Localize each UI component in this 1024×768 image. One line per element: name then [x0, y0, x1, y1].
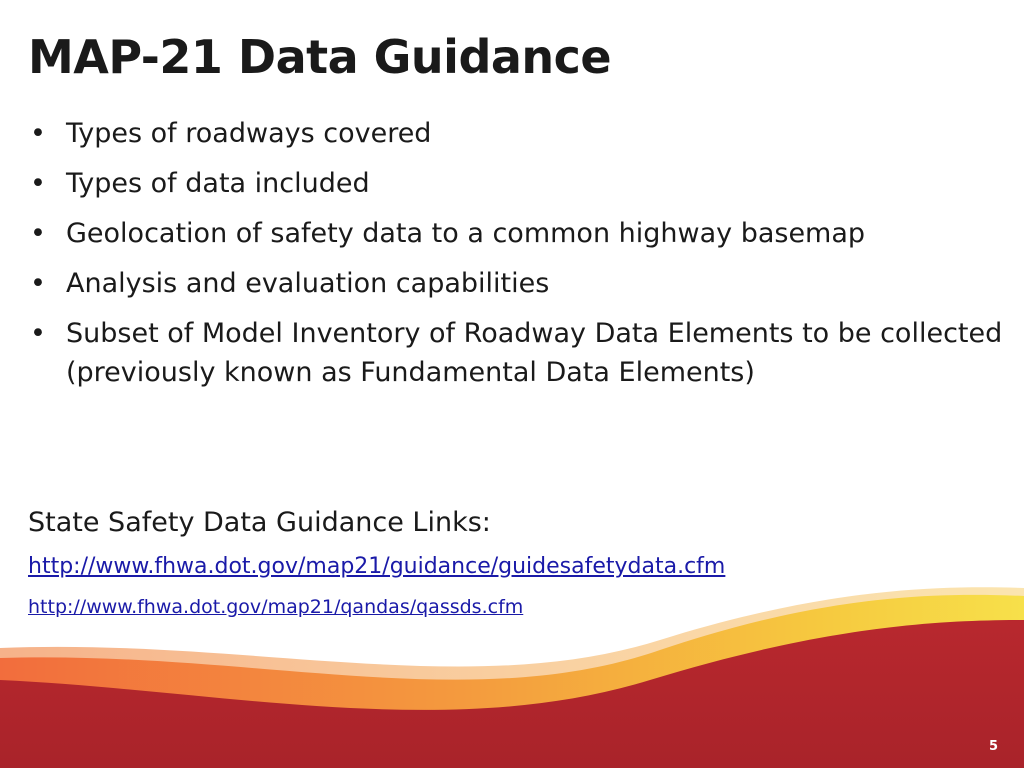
bullet-marker: •	[30, 118, 46, 149]
slide-title: MAP-21 Data Guidance	[28, 30, 612, 84]
bullet-item	[28, 214, 1003, 253]
guidance-link-safety-data[interactable]: http://www.fhwa.dot.gov/map21/guidance/guidesafetydata.cfm	[28, 554, 726, 579]
page-number: 5	[988, 739, 998, 754]
bullet-text: Geolocation of safety data to a common highway basemap	[66, 218, 866, 249]
bullet-text: Types of data included	[66, 168, 370, 199]
bullet-text: Analysis and evaluation capabilities	[66, 268, 550, 299]
bullet-marker: •	[30, 168, 46, 199]
bullet-list	[28, 114, 1003, 403]
bullet-marker: •	[30, 218, 46, 249]
bullet-text: Subset of Model Inventory of Roadway Data Elements to be collected (previously known as Fundamental Data Elements)	[66, 318, 1003, 388]
bullet-item	[28, 164, 1003, 203]
guidance-link-qandas[interactable]: http://www.fhwa.dot.gov/map21/qandas/qassds.cfm	[28, 596, 524, 618]
bullet-item	[28, 114, 1003, 153]
links-heading: State Safety Data Guidance Links:	[28, 507, 491, 538]
bullet-text: Types of roadways covered	[66, 118, 432, 149]
bullet-marker: •	[30, 268, 46, 299]
bullet-item	[28, 264, 1003, 303]
bullet-item	[28, 314, 1003, 392]
bullet-marker: •	[30, 318, 46, 349]
